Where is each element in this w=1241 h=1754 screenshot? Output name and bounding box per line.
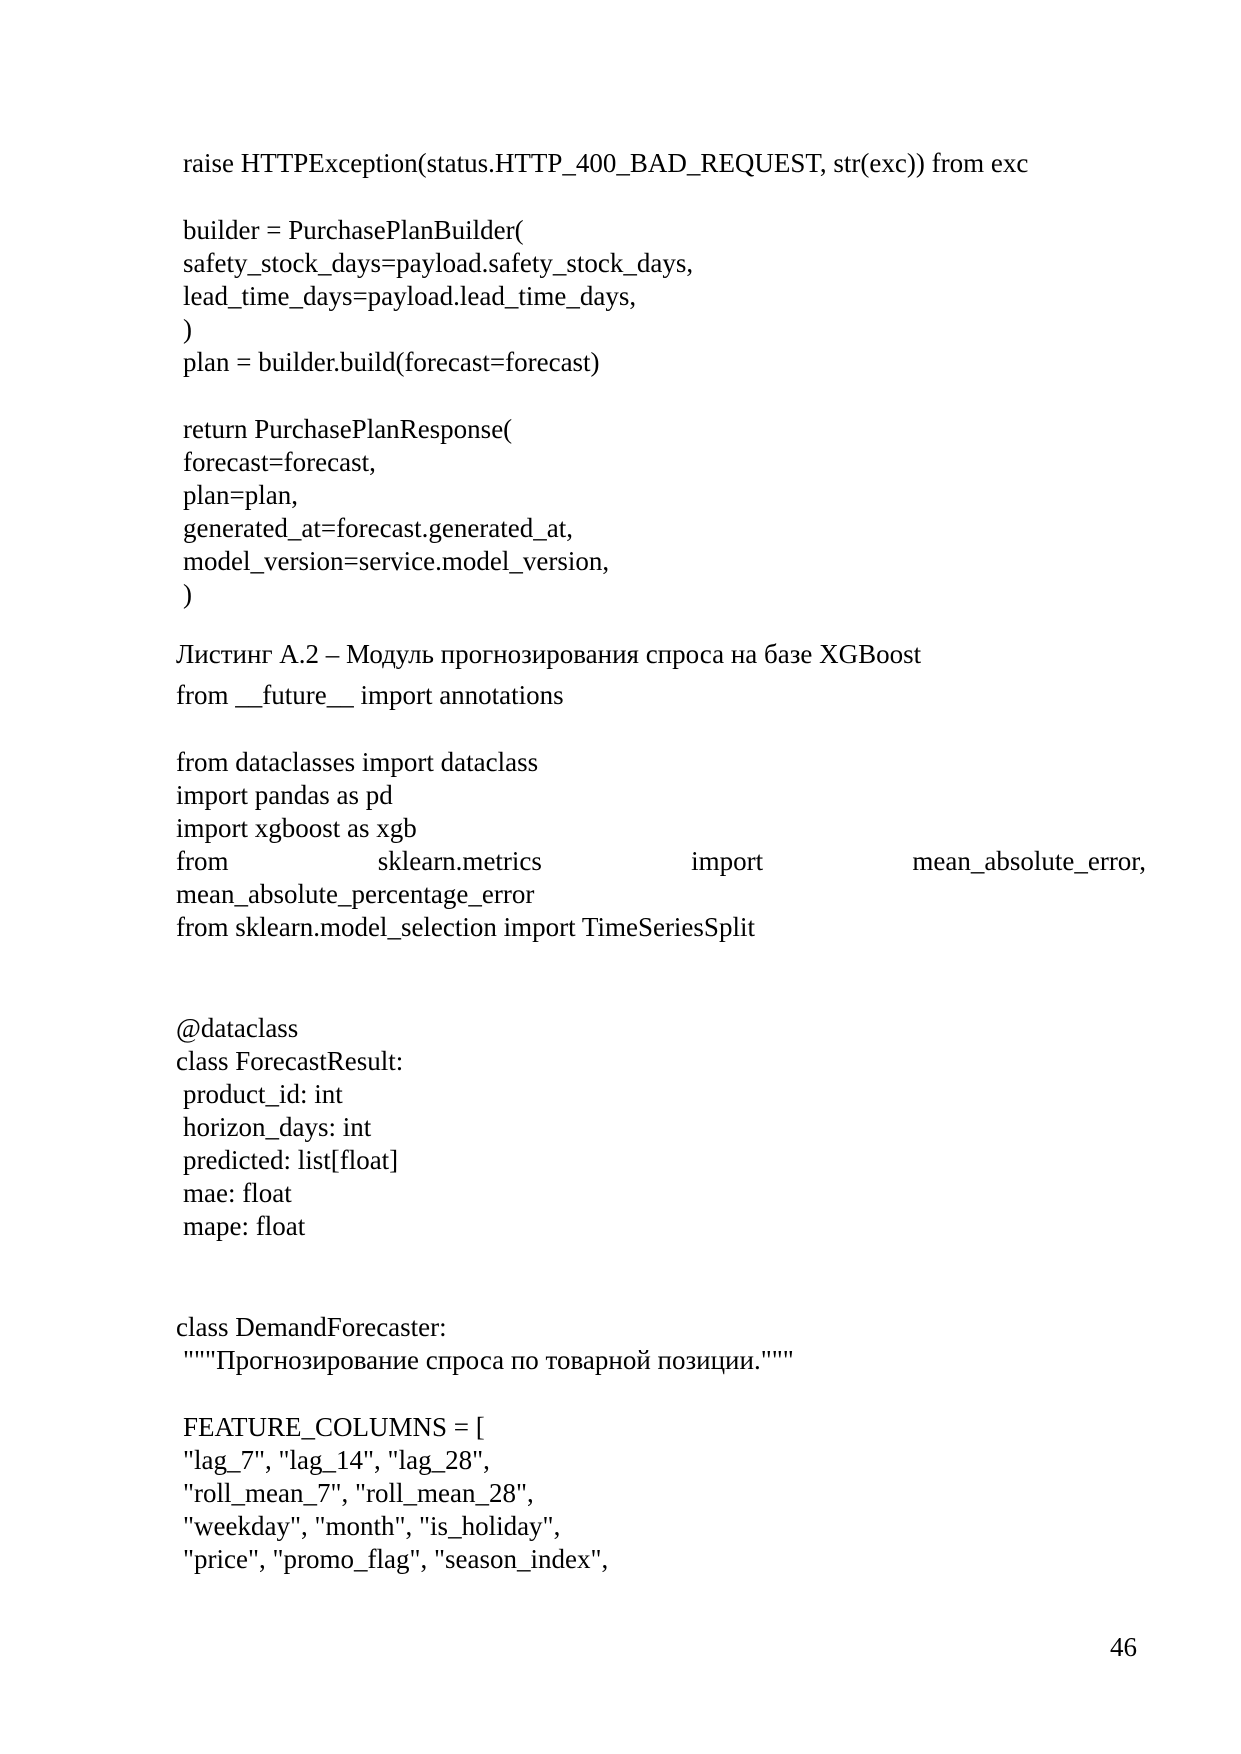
code-word: import xyxy=(691,846,764,876)
code-line: ) xyxy=(183,314,192,344)
code-line: @dataclass xyxy=(176,1013,299,1043)
code-word: from xyxy=(176,846,229,876)
code-line-justified xyxy=(176,845,1146,878)
code-line: generated_at=forecast.generated_at, xyxy=(183,513,573,543)
code-line: from __future__ import annotations xyxy=(176,680,564,710)
code-line: lead_time_days=payload.lead_time_days, xyxy=(183,281,637,311)
listing-caption: Листинг А.2 – Модуль прогнозирования спроса на базе XGBoost xyxy=(176,639,922,669)
code-line: "lag_7", "lag_14", "lag_28", xyxy=(183,1445,490,1475)
code-line: predicted: list[float] xyxy=(183,1145,399,1175)
code-line: safety_stock_days=payload.safety_stock_days, xyxy=(183,248,694,278)
code-line: horizon_days: int xyxy=(183,1112,372,1142)
code-line: plan=plan, xyxy=(183,480,298,510)
code-word: mean_absolute_error, xyxy=(912,846,1146,876)
page-number: 46 xyxy=(1110,1632,1137,1662)
code-line: "weekday", "month", "is_holiday", xyxy=(183,1511,561,1541)
code-line: mae: float xyxy=(183,1178,292,1208)
code-line: from dataclasses import dataclass xyxy=(176,747,539,777)
code-line: product_id: int xyxy=(183,1079,343,1109)
code-line: import xgboost as xgb xyxy=(176,813,417,843)
code-line: forecast=forecast, xyxy=(183,447,376,477)
code-line: from sklearn.model_selection import TimeSeriesSplit xyxy=(176,912,755,942)
code-line: import pandas as pd xyxy=(176,780,393,810)
code-line: model_version=service.model_version, xyxy=(183,546,610,576)
code-line: class DemandForecaster: xyxy=(176,1312,447,1342)
code-line: builder = PurchasePlanBuilder( xyxy=(183,215,524,245)
code-line: mean_absolute_percentage_error xyxy=(176,879,535,909)
code-line: plan = builder.build(forecast=forecast) xyxy=(183,347,600,377)
code-line: mape: float xyxy=(183,1211,306,1241)
code-line: "price", "promo_flag", "season_index", xyxy=(183,1544,609,1574)
code-line: """Прогнозирование спроса по товарной позиции.""" xyxy=(183,1345,794,1375)
code-line: class ForecastResult: xyxy=(176,1046,404,1076)
code-word: sklearn.metrics xyxy=(377,846,542,876)
code-line: ) xyxy=(183,579,192,609)
code-line: FEATURE_COLUMNS = [ xyxy=(183,1412,485,1442)
code-line: "roll_mean_7", "roll_mean_28", xyxy=(183,1478,534,1508)
code-line: raise HTTPException(status.HTTP_400_BAD_REQUEST, str(exc)) from exc xyxy=(183,148,1029,178)
code-line: return PurchasePlanResponse( xyxy=(183,414,513,444)
